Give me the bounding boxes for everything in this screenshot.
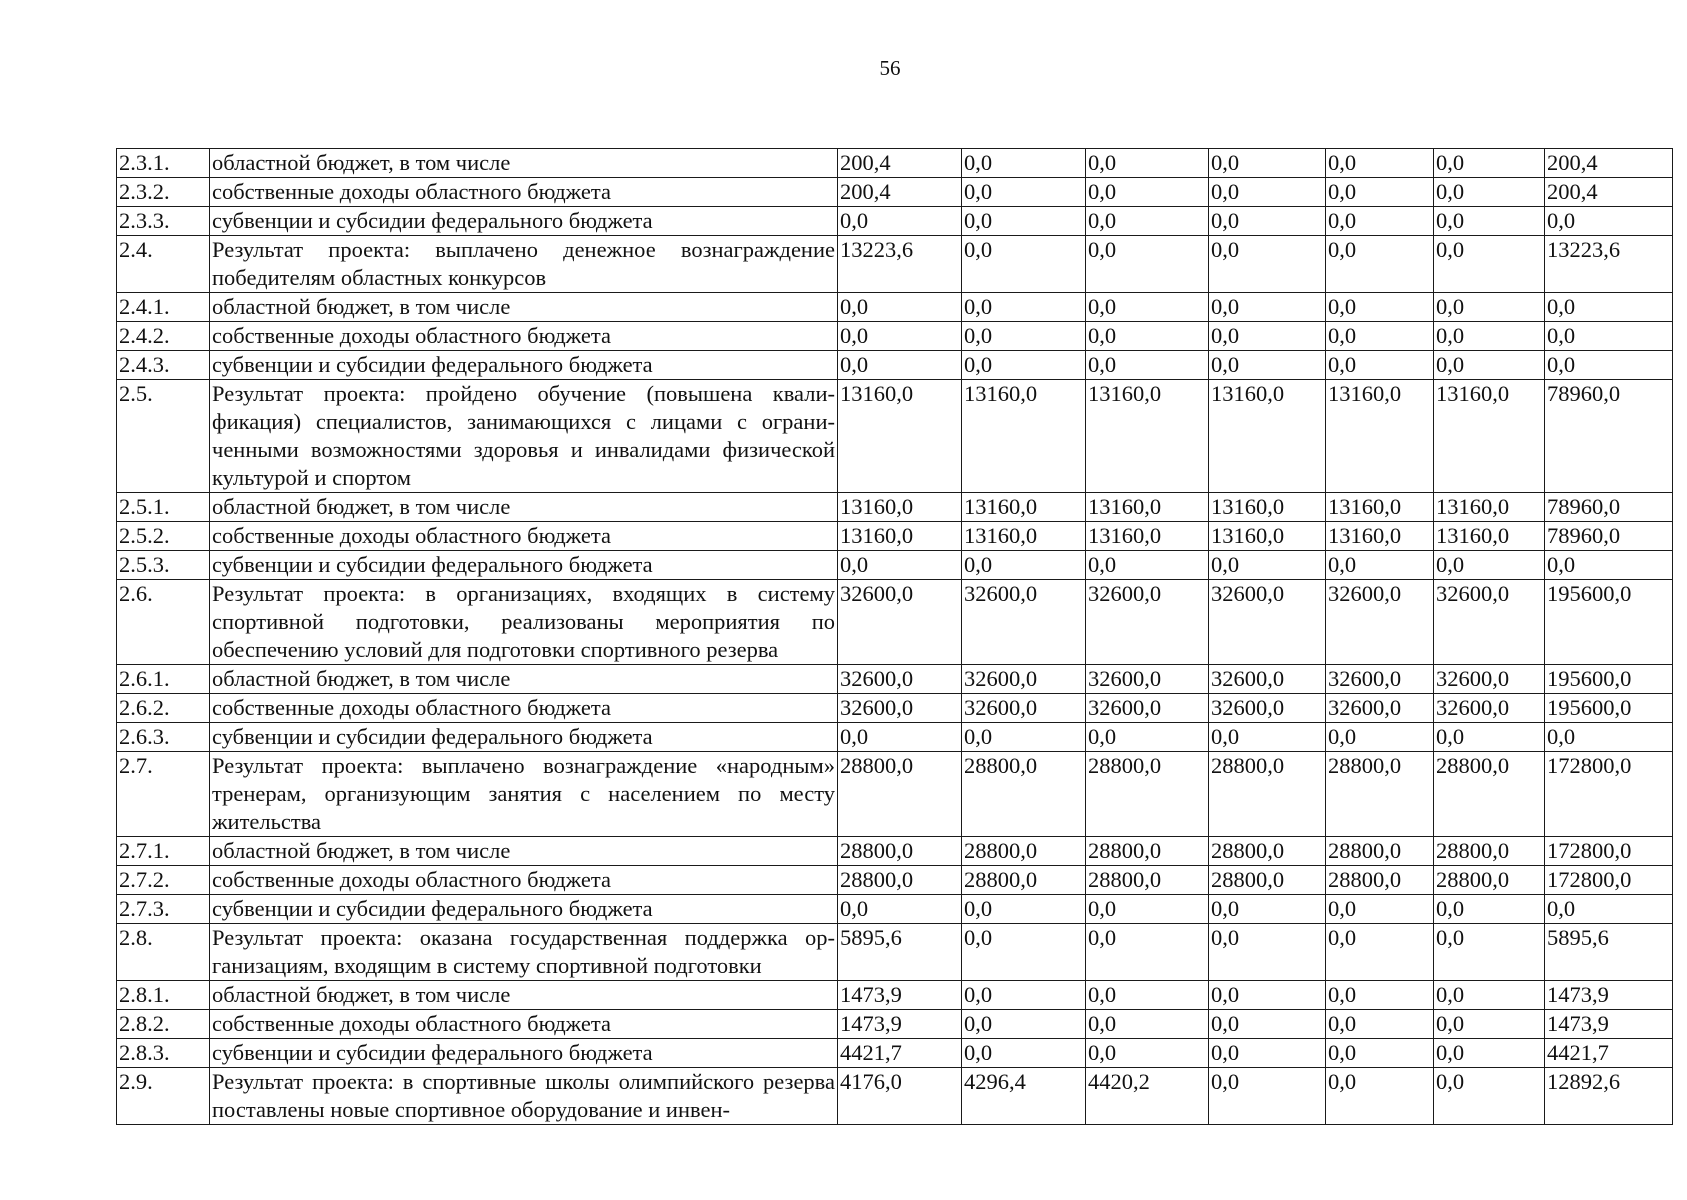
value-cell-2: 32600,0 — [962, 580, 1086, 665]
table-row — [117, 723, 1673, 752]
value-cell-1: 13160,0 — [838, 493, 962, 522]
row-name-cell — [210, 551, 838, 580]
row-name-cell — [210, 493, 838, 522]
table-row — [117, 236, 1673, 293]
row-name-text: Результат проекта: пройдено обучение (повышена квалификация) специалистов, занимающихся с лицами с ограниченными возможностями здоровья и инвалидами физической культурой и спортом — [212, 381, 835, 490]
value-cell-5: 32600,0 — [1326, 694, 1434, 723]
value-cell-5: 0,0 — [1326, 351, 1434, 380]
row-name-cell — [210, 380, 838, 493]
budget-table — [116, 148, 1673, 1125]
table-row — [117, 493, 1673, 522]
row-name-cell — [210, 866, 838, 895]
value-cell-6: 0,0 — [1434, 1068, 1545, 1125]
value-cell-3: 0,0 — [1086, 149, 1209, 178]
value-cell-3: 32600,0 — [1086, 665, 1209, 694]
value-cell-4: 0,0 — [1209, 924, 1326, 981]
value-cell-2: 0,0 — [962, 1039, 1086, 1068]
value-cell-7: 0,0 — [1545, 293, 1673, 322]
value-cell-2: 0,0 — [962, 924, 1086, 981]
row-code-cell: 2.7.3. — [117, 895, 210, 924]
row-code-cell: 2.5.2. — [117, 522, 210, 551]
value-cell-3: 0,0 — [1086, 924, 1209, 981]
value-cell-6: 0,0 — [1434, 149, 1545, 178]
row-name-cell — [210, 580, 838, 665]
table-row — [117, 207, 1673, 236]
value-cell-2: 32600,0 — [962, 694, 1086, 723]
value-cell-5: 0,0 — [1326, 322, 1434, 351]
value-cell-2: 0,0 — [962, 178, 1086, 207]
value-cell-5: 32600,0 — [1326, 665, 1434, 694]
value-cell-6: 13160,0 — [1434, 380, 1545, 493]
table-row — [117, 866, 1673, 895]
row-name-text: субвенции и субсидии федерального бюджета — [212, 1040, 653, 1065]
row-name-text: областной бюджет, в том числе — [212, 838, 511, 863]
value-cell-3: 28800,0 — [1086, 837, 1209, 866]
table-row — [117, 694, 1673, 723]
value-cell-2: 0,0 — [962, 895, 1086, 924]
value-cell-7: 0,0 — [1545, 322, 1673, 351]
value-cell-7: 200,4 — [1545, 149, 1673, 178]
table-row — [117, 752, 1673, 837]
value-cell-1: 1473,9 — [838, 981, 962, 1010]
value-cell-6: 32600,0 — [1434, 665, 1545, 694]
value-cell-4: 0,0 — [1209, 293, 1326, 322]
value-cell-4: 32600,0 — [1209, 665, 1326, 694]
row-name-cell — [210, 895, 838, 924]
row-name-text: собственные доходы областного бюджета — [212, 323, 612, 348]
table-row — [117, 580, 1673, 665]
row-code-cell: 2.5.1. — [117, 493, 210, 522]
value-cell-4: 32600,0 — [1209, 580, 1326, 665]
value-cell-4: 0,0 — [1209, 1010, 1326, 1039]
table-row — [117, 351, 1673, 380]
value-cell-7: 78960,0 — [1545, 380, 1673, 493]
value-cell-4: 0,0 — [1209, 322, 1326, 351]
row-code-cell: 2.4.2. — [117, 322, 210, 351]
value-cell-5: 0,0 — [1326, 1010, 1434, 1039]
row-name-cell — [210, 1039, 838, 1068]
row-name-text: областной бюджет, в том числе — [212, 982, 511, 1007]
row-name-text: Результат проекта: выплачено вознаграждение «народным» тренерам, организующим занятия с населением по месту жительства — [212, 753, 835, 834]
value-cell-3: 0,0 — [1086, 236, 1209, 293]
row-code-cell: 2.8.3. — [117, 1039, 210, 1068]
row-name-cell — [210, 837, 838, 866]
value-cell-3: 28800,0 — [1086, 752, 1209, 837]
row-code-cell: 2.4. — [117, 236, 210, 293]
value-cell-5: 0,0 — [1326, 178, 1434, 207]
value-cell-6: 0,0 — [1434, 322, 1545, 351]
value-cell-6: 0,0 — [1434, 178, 1545, 207]
row-name-text: субвенции и субсидии федерального бюджета — [212, 724, 653, 749]
row-name-cell — [210, 924, 838, 981]
value-cell-6: 32600,0 — [1434, 694, 1545, 723]
row-name-text: субвенции и субсидии федерального бюджета — [212, 208, 653, 233]
value-cell-5: 0,0 — [1326, 551, 1434, 580]
value-cell-4: 13160,0 — [1209, 380, 1326, 493]
value-cell-1: 4176,0 — [838, 1068, 962, 1125]
value-cell-5: 0,0 — [1326, 895, 1434, 924]
value-cell-4: 0,0 — [1209, 351, 1326, 380]
value-cell-5: 13160,0 — [1326, 380, 1434, 493]
value-cell-1: 0,0 — [838, 293, 962, 322]
row-name-cell — [210, 981, 838, 1010]
value-cell-1: 0,0 — [838, 351, 962, 380]
value-cell-4: 0,0 — [1209, 723, 1326, 752]
value-cell-3: 32600,0 — [1086, 580, 1209, 665]
value-cell-1: 32600,0 — [838, 665, 962, 694]
value-cell-5: 0,0 — [1326, 207, 1434, 236]
value-cell-2: 0,0 — [962, 1010, 1086, 1039]
row-name-text: субвенции и субсидии федерального бюджета — [212, 896, 653, 921]
value-cell-7: 1473,9 — [1545, 981, 1673, 1010]
value-cell-3: 0,0 — [1086, 895, 1209, 924]
value-cell-3: 32600,0 — [1086, 694, 1209, 723]
value-cell-7: 78960,0 — [1545, 493, 1673, 522]
value-cell-3: 4420,2 — [1086, 1068, 1209, 1125]
row-name-cell — [210, 149, 838, 178]
row-name-cell — [210, 665, 838, 694]
table-row — [117, 1010, 1673, 1039]
row-code-cell: 2.5. — [117, 380, 210, 493]
value-cell-5: 0,0 — [1326, 981, 1434, 1010]
value-cell-3: 13160,0 — [1086, 493, 1209, 522]
value-cell-7: 0,0 — [1545, 895, 1673, 924]
value-cell-6: 0,0 — [1434, 981, 1545, 1010]
table-row — [117, 322, 1673, 351]
value-cell-1: 0,0 — [838, 322, 962, 351]
row-code-cell: 2.7.1. — [117, 837, 210, 866]
value-cell-2: 0,0 — [962, 207, 1086, 236]
value-cell-7: 200,4 — [1545, 178, 1673, 207]
value-cell-3: 13160,0 — [1086, 380, 1209, 493]
value-cell-6: 0,0 — [1434, 207, 1545, 236]
value-cell-1: 13223,6 — [838, 236, 962, 293]
value-cell-6: 0,0 — [1434, 351, 1545, 380]
value-cell-4: 13160,0 — [1209, 493, 1326, 522]
value-cell-2: 4296,4 — [962, 1068, 1086, 1125]
value-cell-2: 13160,0 — [962, 522, 1086, 551]
value-cell-5: 0,0 — [1326, 149, 1434, 178]
row-name-cell — [210, 694, 838, 723]
row-name-text: собственные доходы областного бюджета — [212, 1011, 612, 1036]
value-cell-7: 0,0 — [1545, 723, 1673, 752]
row-code-cell: 2.7.2. — [117, 866, 210, 895]
table-row — [117, 380, 1673, 493]
value-cell-3: 13160,0 — [1086, 522, 1209, 551]
value-cell-2: 0,0 — [962, 149, 1086, 178]
value-cell-7: 5895,6 — [1545, 924, 1673, 981]
value-cell-5: 0,0 — [1326, 1039, 1434, 1068]
row-code-cell: 2.7. — [117, 752, 210, 837]
value-cell-1: 0,0 — [838, 551, 962, 580]
value-cell-2: 0,0 — [962, 236, 1086, 293]
value-cell-3: 0,0 — [1086, 178, 1209, 207]
value-cell-6: 13160,0 — [1434, 522, 1545, 551]
value-cell-6: 0,0 — [1434, 551, 1545, 580]
value-cell-5: 0,0 — [1326, 1068, 1434, 1125]
value-cell-7: 0,0 — [1545, 351, 1673, 380]
value-cell-1: 13160,0 — [838, 380, 962, 493]
row-code-cell: 2.8.2. — [117, 1010, 210, 1039]
value-cell-1: 4421,7 — [838, 1039, 962, 1068]
value-cell-6: 0,0 — [1434, 924, 1545, 981]
value-cell-4: 28800,0 — [1209, 837, 1326, 866]
value-cell-2: 0,0 — [962, 723, 1086, 752]
value-cell-4: 0,0 — [1209, 1068, 1326, 1125]
table-row — [117, 837, 1673, 866]
value-cell-2: 13160,0 — [962, 380, 1086, 493]
value-cell-2: 28800,0 — [962, 837, 1086, 866]
row-name-text: областной бюджет, в том числе — [212, 294, 511, 319]
row-code-cell: 2.5.3. — [117, 551, 210, 580]
table-row — [117, 1039, 1673, 1068]
value-cell-1: 0,0 — [838, 895, 962, 924]
value-cell-2: 0,0 — [962, 551, 1086, 580]
table-row — [117, 522, 1673, 551]
value-cell-5: 0,0 — [1326, 236, 1434, 293]
row-code-cell: 2.4.1. — [117, 293, 210, 322]
value-cell-6: 0,0 — [1434, 1010, 1545, 1039]
value-cell-6: 0,0 — [1434, 293, 1545, 322]
table-row — [117, 895, 1673, 924]
value-cell-3: 0,0 — [1086, 322, 1209, 351]
row-name-cell — [210, 522, 838, 551]
value-cell-5: 0,0 — [1326, 723, 1434, 752]
row-name-cell — [210, 322, 838, 351]
value-cell-3: 0,0 — [1086, 1010, 1209, 1039]
value-cell-1: 28800,0 — [838, 866, 962, 895]
value-cell-4: 0,0 — [1209, 1039, 1326, 1068]
table-row — [117, 1068, 1673, 1125]
value-cell-7: 1473,9 — [1545, 1010, 1673, 1039]
table-body — [117, 149, 1673, 1125]
row-name-text: собственные доходы областного бюджета — [212, 523, 612, 548]
value-cell-1: 0,0 — [838, 207, 962, 236]
value-cell-3: 0,0 — [1086, 723, 1209, 752]
row-name-cell — [210, 1010, 838, 1039]
value-cell-7: 78960,0 — [1545, 522, 1673, 551]
value-cell-4: 0,0 — [1209, 551, 1326, 580]
value-cell-1: 200,4 — [838, 178, 962, 207]
value-cell-1: 28800,0 — [838, 837, 962, 866]
row-name-text: субвенции и субсидии федерального бюджета — [212, 552, 653, 577]
value-cell-4: 28800,0 — [1209, 752, 1326, 837]
table-row — [117, 665, 1673, 694]
table-row — [117, 178, 1673, 207]
value-cell-7: 195600,0 — [1545, 580, 1673, 665]
row-code-cell: 2.3.2. — [117, 178, 210, 207]
value-cell-1: 200,4 — [838, 149, 962, 178]
row-name-text: областной бюджет, в том числе — [212, 494, 511, 519]
value-cell-5: 28800,0 — [1326, 837, 1434, 866]
value-cell-7: 172800,0 — [1545, 866, 1673, 895]
value-cell-6: 0,0 — [1434, 723, 1545, 752]
row-name-cell — [210, 723, 838, 752]
value-cell-7: 172800,0 — [1545, 837, 1673, 866]
value-cell-4: 13160,0 — [1209, 522, 1326, 551]
row-name-cell — [210, 207, 838, 236]
row-name-text: Результат проекта: в спортивные школы олимпийского резерва поставлены новые спортивное оборудование и инвен- — [212, 1069, 835, 1122]
row-code-cell: 2.6.2. — [117, 694, 210, 723]
value-cell-4: 0,0 — [1209, 178, 1326, 207]
value-cell-1: 32600,0 — [838, 694, 962, 723]
value-cell-1: 32600,0 — [838, 580, 962, 665]
value-cell-6: 28800,0 — [1434, 837, 1545, 866]
row-name-cell — [210, 351, 838, 380]
value-cell-5: 0,0 — [1326, 293, 1434, 322]
row-name-text: Результат проекта: оказана государственная поддержка организациям, входящим в систему спортивной подготовки — [212, 925, 835, 978]
value-cell-6: 28800,0 — [1434, 866, 1545, 895]
row-name-text: собственные доходы областного бюджета — [212, 695, 612, 720]
value-cell-2: 28800,0 — [962, 866, 1086, 895]
value-cell-2: 0,0 — [962, 293, 1086, 322]
row-name-text: собственные доходы областного бюджета — [212, 179, 612, 204]
value-cell-5: 0,0 — [1326, 924, 1434, 981]
row-name-text: Результат проекта: выплачено денежное вознаграждение победителям областных конкурсов — [212, 237, 835, 290]
value-cell-6: 0,0 — [1434, 1039, 1545, 1068]
row-code-cell: 2.6.3. — [117, 723, 210, 752]
value-cell-6: 13160,0 — [1434, 493, 1545, 522]
row-code-cell: 2.8. — [117, 924, 210, 981]
value-cell-1: 13160,0 — [838, 522, 962, 551]
row-name-text: собственные доходы областного бюджета — [212, 867, 612, 892]
table-row — [117, 924, 1673, 981]
value-cell-3: 0,0 — [1086, 551, 1209, 580]
value-cell-7: 13223,6 — [1545, 236, 1673, 293]
value-cell-6: 28800,0 — [1434, 752, 1545, 837]
row-name-text: областной бюджет, в том числе — [212, 150, 511, 175]
row-name-cell — [210, 178, 838, 207]
value-cell-2: 0,0 — [962, 981, 1086, 1010]
value-cell-1: 28800,0 — [838, 752, 962, 837]
value-cell-7: 0,0 — [1545, 551, 1673, 580]
row-code-cell: 2.8.1. — [117, 981, 210, 1010]
table-row — [117, 551, 1673, 580]
row-code-cell: 2.6. — [117, 580, 210, 665]
value-cell-6: 0,0 — [1434, 236, 1545, 293]
value-cell-7: 172800,0 — [1545, 752, 1673, 837]
value-cell-2: 13160,0 — [962, 493, 1086, 522]
row-name-cell — [210, 752, 838, 837]
value-cell-5: 28800,0 — [1326, 752, 1434, 837]
value-cell-3: 0,0 — [1086, 1039, 1209, 1068]
value-cell-5: 13160,0 — [1326, 493, 1434, 522]
row-code-cell: 2.9. — [117, 1068, 210, 1125]
value-cell-5: 32600,0 — [1326, 580, 1434, 665]
value-cell-1: 1473,9 — [838, 1010, 962, 1039]
row-name-text: областной бюджет, в том числе — [212, 666, 511, 691]
value-cell-4: 0,0 — [1209, 981, 1326, 1010]
value-cell-3: 0,0 — [1086, 351, 1209, 380]
row-name-text: Результат проекта: в организациях, входящих в систему спортивной подготовки, реализованы мероприятия по обеспечению условий для подготовки спортивного резерва — [212, 581, 835, 662]
value-cell-4: 0,0 — [1209, 207, 1326, 236]
table-row — [117, 149, 1673, 178]
value-cell-5: 28800,0 — [1326, 866, 1434, 895]
table-row — [117, 981, 1673, 1010]
row-code-cell: 2.6.1. — [117, 665, 210, 694]
row-name-cell — [210, 293, 838, 322]
value-cell-4: 0,0 — [1209, 149, 1326, 178]
value-cell-6: 0,0 — [1434, 895, 1545, 924]
row-name-cell — [210, 236, 838, 293]
value-cell-4: 0,0 — [1209, 895, 1326, 924]
row-name-text: субвенции и субсидии федерального бюджета — [212, 352, 653, 377]
value-cell-3: 0,0 — [1086, 207, 1209, 236]
value-cell-7: 12892,6 — [1545, 1068, 1673, 1125]
value-cell-5: 13160,0 — [1326, 522, 1434, 551]
value-cell-3: 0,0 — [1086, 981, 1209, 1010]
row-name-cell — [210, 1068, 838, 1125]
row-code-cell: 2.3.3. — [117, 207, 210, 236]
value-cell-6: 32600,0 — [1434, 580, 1545, 665]
value-cell-4: 0,0 — [1209, 236, 1326, 293]
value-cell-3: 0,0 — [1086, 293, 1209, 322]
value-cell-7: 0,0 — [1545, 207, 1673, 236]
value-cell-7: 4421,7 — [1545, 1039, 1673, 1068]
value-cell-2: 0,0 — [962, 322, 1086, 351]
table-row — [117, 293, 1673, 322]
value-cell-2: 0,0 — [962, 351, 1086, 380]
value-cell-3: 28800,0 — [1086, 866, 1209, 895]
value-cell-7: 195600,0 — [1545, 694, 1673, 723]
row-code-cell: 2.3.1. — [117, 149, 210, 178]
value-cell-2: 28800,0 — [962, 752, 1086, 837]
page-number: 56 — [879, 56, 901, 80]
value-cell-1: 0,0 — [838, 723, 962, 752]
value-cell-7: 195600,0 — [1545, 665, 1673, 694]
value-cell-1: 5895,6 — [838, 924, 962, 981]
value-cell-4: 28800,0 — [1209, 866, 1326, 895]
value-cell-4: 32600,0 — [1209, 694, 1326, 723]
value-cell-2: 32600,0 — [962, 665, 1086, 694]
row-code-cell: 2.4.3. — [117, 351, 210, 380]
